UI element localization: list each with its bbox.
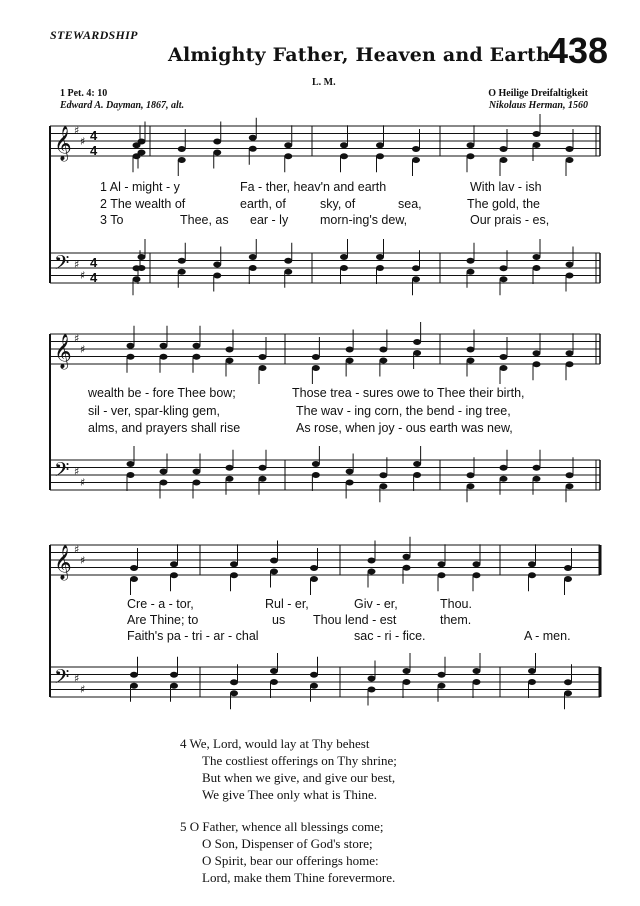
note-head [127,343,135,349]
note-head [376,142,384,148]
note-head [310,672,318,678]
treble-clef-icon: 𝄞 [54,334,72,369]
lyric-s1-v2-b: earth, of [240,197,286,211]
treble-clef-icon: 𝄞 [54,126,72,161]
note-head [226,476,234,482]
note-head [213,262,221,268]
bass-clef-icon: 𝄢 [54,251,70,279]
time-signature-bottom: 4 [90,270,98,285]
note-head [500,365,508,371]
note-head [310,683,318,689]
lyric-s1-v2-e: The gold, the [467,197,540,211]
note-head [533,361,541,367]
lyric-s3-v1-d: Thou. [440,597,472,611]
note-head [284,258,292,264]
note-head [500,157,508,163]
sharp-icon: ♯ [74,672,80,685]
stanza-4-line-2: The costliest offerings on Thy shrine; [202,753,397,768]
note-head [473,572,481,578]
stanza-4-line-4: We give Thee only what is Thine. [202,787,378,802]
note-head [533,254,541,260]
note-head [346,469,354,475]
note-head [412,157,420,163]
note-head [566,472,574,478]
stanza-5-line-1: 5 O Father, whence all blessings come; [180,819,384,834]
note-head [413,461,421,467]
note-head [193,354,201,360]
note-head [213,273,221,279]
note-head [259,476,267,482]
lyric-s3-v3-a: Faith's pa - tri - ar - chal [127,629,259,643]
stanza-5-line-4: Lord, make them Thine forevermore. [202,870,396,885]
tune-composer: Nikolaus Herman, 1560 [488,100,588,111]
hymn-number: 438 [548,30,609,71]
note-head [376,153,384,159]
stanza-4 [180,735,397,803]
lyric-s3-v1-c: Giv - er, [354,597,398,611]
note-head [160,469,168,475]
note-head [127,461,135,467]
note-head [178,146,186,152]
note-head [368,676,376,682]
note-head [133,276,141,282]
note-head [403,565,411,571]
note-head [193,343,201,349]
tune-name: O Heilige Dreifaltigkeit [488,88,588,99]
note-head [193,469,201,475]
note-head [270,668,278,674]
note-head [467,358,475,364]
lyric-s3-v2-b: us [272,613,286,627]
note-head [533,476,541,482]
note-head [259,354,267,360]
note-head [412,265,420,271]
text-author: Edward A. Dayman, 1867, alt. [60,100,185,111]
note-head [379,358,387,364]
note-head [340,153,348,159]
note-head [376,254,384,260]
note-head [310,565,318,571]
note-head [376,265,384,271]
note-head [312,365,320,371]
lyric-s1-v1-c: With lav - ish [470,180,542,194]
note-head [528,572,536,578]
lyric-s2-v1-a: wealth be - fore Thee bow; [88,386,236,400]
note-head [138,150,146,156]
lyric-s2-v2-a: sil - ver, spar-kling gem, [88,404,220,418]
note-head [564,576,572,582]
sharp-icon: ♯ [74,465,80,478]
note-head [368,558,376,564]
note-head [500,276,508,282]
bass-clef-icon: 𝄢 [54,665,70,693]
note-head [249,135,257,141]
note-head [127,472,135,478]
sharp-icon: ♯ [74,258,80,271]
lyric-s1-v2-c: sky, of [320,197,356,211]
note-head [438,561,446,567]
bass-clef-icon: 𝄢 [54,458,70,486]
note-head [160,480,168,486]
note-head [566,483,574,489]
lyric-s1-v3-c: ear - ly [250,213,289,227]
note-head [467,258,475,264]
note-head [312,472,320,478]
note-head [403,668,411,674]
note-head [346,358,354,364]
note-head [138,139,146,145]
note-head [473,668,481,674]
note-head [379,483,387,489]
sharp-icon: ♯ [80,269,86,282]
note-head [170,672,178,678]
note-head [259,365,267,371]
note-head [566,157,574,163]
note-head [368,687,376,693]
lyric-s3-v1-a: Cre - a - tor, [127,597,194,611]
note-head [249,254,257,260]
note-head [500,265,508,271]
note-head [368,569,376,575]
sharp-icon: ♯ [74,332,80,345]
note-head [379,472,387,478]
note-head [346,347,354,353]
note-head [412,146,420,152]
note-head [170,683,178,689]
note-head [230,561,238,567]
note-head [284,269,292,275]
note-head [412,276,420,282]
note-head [500,354,508,360]
lyric-s1-v1-a: 1 Al - might - y [100,180,180,194]
sharp-icon: ♯ [80,476,86,489]
note-head [403,679,411,685]
lyric-s3-v1-b: Rul - er, [265,597,309,611]
lyric-s3-v2-d: them. [440,613,472,627]
note-head [533,142,541,148]
note-head [230,572,238,578]
note-head [564,679,572,685]
lyric-s1-v3-e: Our prais - es, [470,213,550,227]
note-head [160,354,168,360]
note-head [566,361,574,367]
note-head [413,472,421,478]
note-head [528,561,536,567]
note-head [226,465,234,471]
note-head [312,461,320,467]
lyric-s1-v2-d: sea, [398,197,422,211]
note-head [270,569,278,575]
note-head [312,354,320,360]
note-head [178,157,186,163]
note-head [533,265,541,271]
sharp-icon: ♯ [74,124,80,137]
sharp-icon: ♯ [80,343,86,356]
note-head [340,254,348,260]
meter: L. M. [312,77,336,88]
note-head [473,679,481,685]
lyric-s2-v3-a: alms, and prayers shall rise [88,421,241,435]
time-signature-top: 4 [90,128,98,143]
stanza-4-line-1: 4 We, Lord, would lay at Thy behest [180,736,370,751]
note-head [467,347,475,353]
hymn-title: Almighty Father, Heaven and Earth [168,44,551,66]
note-head [213,150,221,156]
time-signature-top: 4 [90,255,98,270]
note-head [500,465,508,471]
note-head [130,672,138,678]
stanza-4-line-3: But when we give, and give our best, [202,770,396,785]
note-head [467,472,475,478]
lyric-s3-v3-b: sac - ri - fice. [354,629,426,643]
note-head [130,565,138,571]
note-head [138,254,146,260]
note-head [379,347,387,353]
note-head [340,265,348,271]
note-head [284,142,292,148]
lyric-s1-v3-b: Thee, as [180,213,229,227]
stanza-5-line-3: O Spirit, bear our offerings home: [202,853,379,868]
note-head [213,139,221,145]
lyric-s2-v2-b: The wav - ing corn, the bend - ing tree, [296,404,511,418]
note-head [138,265,146,271]
note-head [284,153,292,159]
note-head [438,572,446,578]
stanza-5 [180,818,395,886]
note-head [310,576,318,582]
lyric-s1-v3-d: morn-ing's dew, [320,213,408,227]
lyric-s3-v3-c: A - men. [524,629,571,643]
note-head [564,690,572,696]
note-head [566,273,574,279]
note-head [178,258,186,264]
note-head [270,679,278,685]
note-head [340,142,348,148]
note-head [193,480,201,486]
lyric-s3-v2-a: Are Thine; to [127,613,199,627]
note-head [170,572,178,578]
lyric-s1-v2-a: 2 The wealth of [100,197,186,211]
treble-clef-icon: 𝄞 [54,545,72,580]
note-head [127,354,135,360]
note-head [226,347,234,353]
note-head [500,146,508,152]
note-head [230,690,238,696]
note-head [346,480,354,486]
note-head [564,565,572,571]
note-head [259,465,267,471]
note-head [533,350,541,356]
note-head [467,142,475,148]
note-head [528,668,536,674]
note-head [170,561,178,567]
note-head [413,350,421,356]
note-head [533,131,541,137]
note-head [467,269,475,275]
note-head [249,146,257,152]
note-head [130,576,138,582]
note-head [230,679,238,685]
lyric-s1-v1-b: Fa - ther, heav'n and earth [240,180,387,194]
sharp-icon: ♯ [80,135,86,148]
note-head [566,262,574,268]
note-head [467,483,475,489]
note-head [413,339,421,345]
note-head [566,350,574,356]
note-head [528,679,536,685]
sharp-icon: ♯ [80,683,86,696]
scripture-reference: 1 Pet. 4: 10 [60,88,108,99]
lyric-s3-v2-c: Thou lend - est [313,613,397,627]
note-head [566,146,574,152]
lyric-s2-v1-b: Those trea - sures owe to Thee their birth, [292,386,525,400]
note-head [533,465,541,471]
note-head [438,683,446,689]
note-head [226,358,234,364]
sharp-icon: ♯ [74,543,80,556]
note-head [438,672,446,678]
sharp-icon: ♯ [80,554,86,567]
stanza-5-line-2: O Son, Dispenser of God's store; [202,836,373,851]
note-head [467,153,475,159]
note-head [500,476,508,482]
note-head [270,558,278,564]
time-signature-bottom: 4 [90,143,98,158]
lyric-s2-v3-b: As rose, when joy - ous earth was new, [296,421,513,435]
note-head [249,265,257,271]
note-head [130,683,138,689]
note-head [160,343,168,349]
note-head [178,269,186,275]
lyric-s1-v3-a: 3 To [100,213,124,227]
note-head [403,554,411,560]
section-heading: STEWARDSHIP [50,28,138,42]
note-head [473,561,481,567]
